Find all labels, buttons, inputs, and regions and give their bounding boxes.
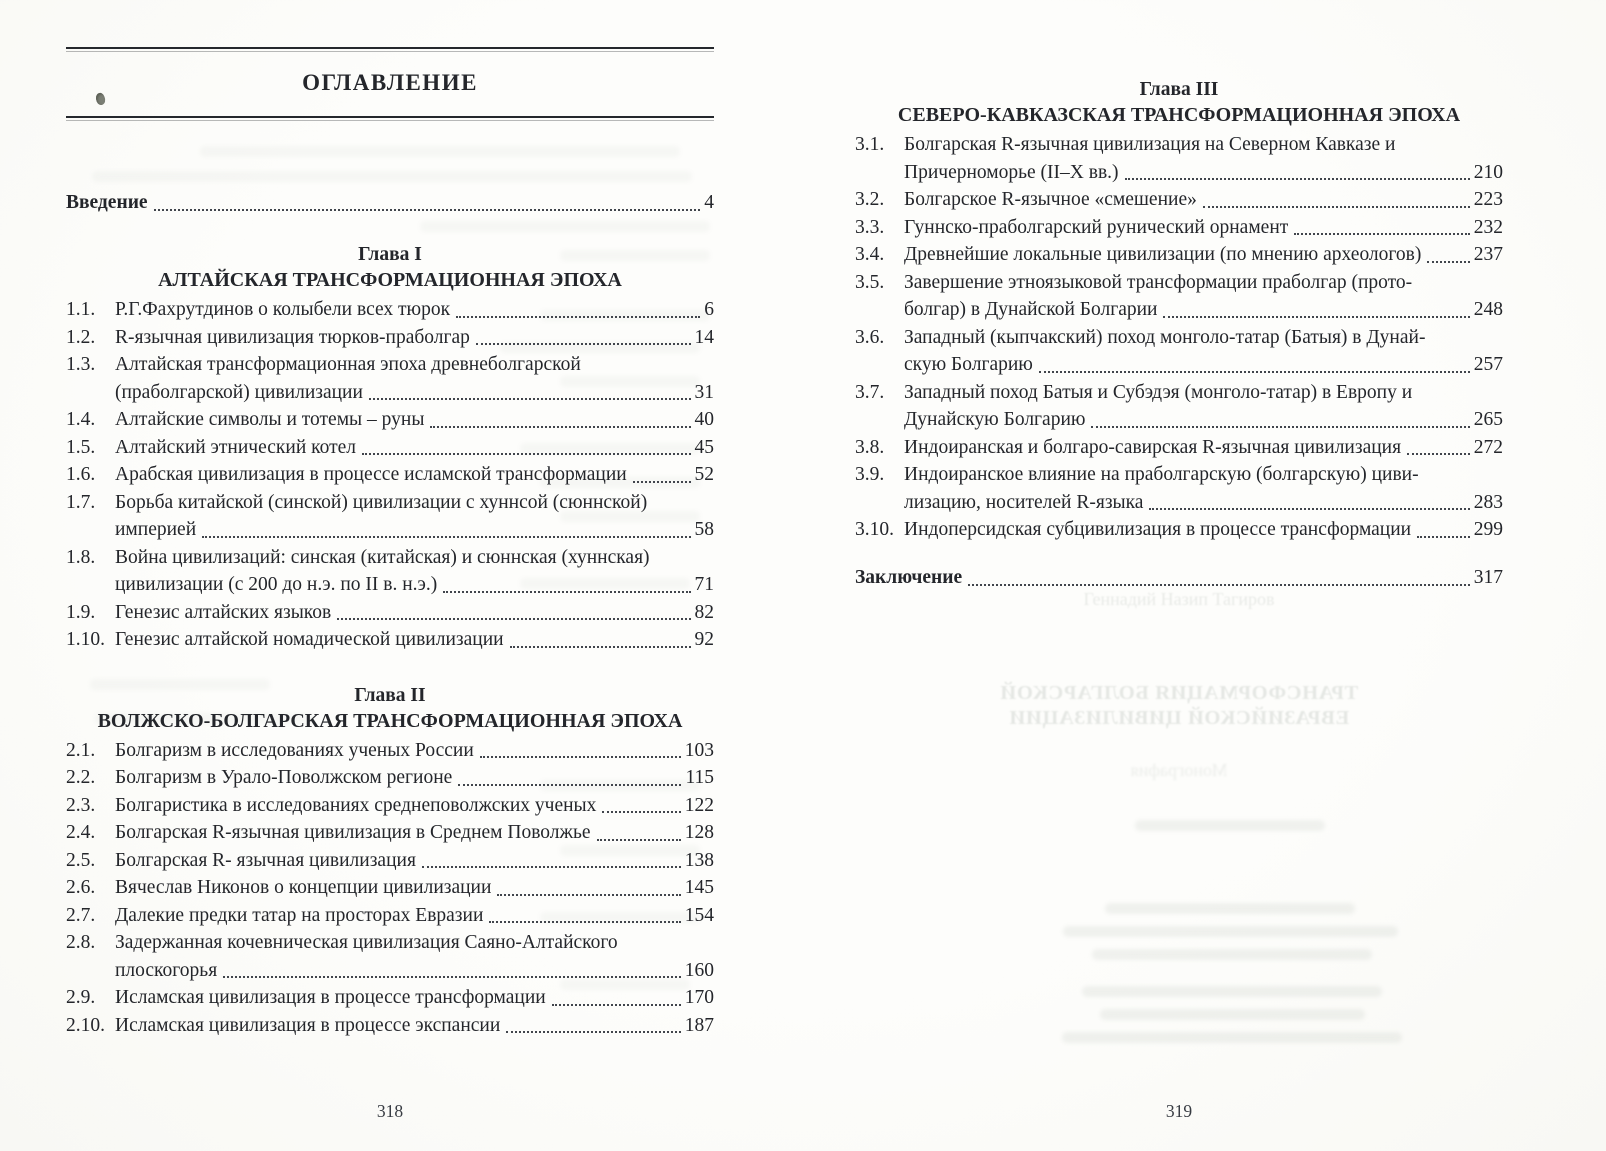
entry-page-number: 6	[704, 299, 714, 320]
entry-body	[904, 324, 1503, 379]
entry-page-number: 58	[694, 519, 714, 540]
entry-body	[115, 406, 714, 434]
entry-text: Генезис алтайских языков	[115, 601, 332, 623]
entry-number: 3.6.	[855, 326, 885, 348]
entry-text: Болгаризм в исследованиях ученых России	[115, 739, 474, 761]
entry-text: Болгарская R-язычная цивилизация на Северном Кавказе и	[904, 134, 1396, 155]
entry-number: 3.2.	[855, 189, 885, 210]
toc-entry	[66, 461, 714, 489]
entry-text: Индоперсидская субцивилизация в процессе трансформации	[904, 519, 1412, 540]
bleed-through-smudge	[1100, 1009, 1365, 1020]
toc-entry	[66, 489, 714, 544]
entry-number: 2.4.	[66, 822, 96, 843]
dot-leader	[202, 536, 690, 538]
entry-body	[115, 434, 714, 462]
entry-line	[115, 626, 714, 654]
entry-line	[115, 737, 714, 765]
toc-entry	[66, 599, 714, 627]
dot-leader	[456, 316, 700, 318]
entry-number: 1.7.	[66, 491, 96, 513]
entry-number: 2.1.	[66, 739, 96, 761]
entry-text: Задержанная кочевническая цивилизация Саяно-Алтайского	[115, 932, 618, 953]
entry-line	[115, 379, 714, 407]
bleed-through-smudge	[1135, 820, 1325, 831]
entry-line	[115, 599, 714, 627]
entry-line	[904, 269, 1503, 297]
entry-body	[904, 186, 1503, 214]
dot-leader	[443, 591, 690, 593]
entry-text: Алтайские символы и тотемы – руны	[115, 409, 425, 430]
entry-line	[904, 461, 1503, 489]
entry-number: 1.10.	[66, 629, 105, 650]
entry-text: Далекие предки татар на просторах Евразии	[115, 904, 484, 926]
entry-text: Война цивилизаций: синская (китайская) и сюннская (хуннская)	[115, 546, 650, 568]
dot-leader	[1427, 261, 1469, 263]
toc-entry	[855, 461, 1503, 516]
dot-leader	[223, 976, 681, 978]
toc-entry	[855, 131, 1503, 186]
entry-number: 1.1.	[66, 299, 96, 320]
entry-text: Причерноморье (II–X вв.)	[904, 161, 1119, 183]
toc-entry	[66, 434, 714, 462]
dot-leader	[1149, 508, 1469, 510]
entry-body	[904, 434, 1503, 462]
toc-entry	[66, 296, 714, 324]
dot-leader	[458, 784, 681, 786]
dot-leader	[1091, 426, 1469, 428]
entry-page-number: 257	[1473, 354, 1503, 375]
entry-page-number: 317	[1473, 567, 1503, 588]
entry-page-number: 299	[1473, 519, 1503, 540]
entry-number: 1.8.	[66, 546, 96, 568]
entry-number: 2.9.	[66, 987, 96, 1008]
entry-line	[115, 984, 714, 1012]
toc-entry	[66, 902, 714, 930]
entry-body	[904, 379, 1503, 434]
entry-body	[115, 489, 714, 544]
entry-line	[115, 544, 714, 572]
entry-text: Индоиранская и болгаро-савирская R-язычная цивилизация	[904, 436, 1402, 458]
chapter-label: Глава II	[354, 684, 426, 706]
entry-body	[115, 737, 714, 765]
entry-page-number: 82	[694, 601, 714, 623]
toc-entry	[66, 544, 714, 599]
page-number-right: 319	[1165, 1101, 1193, 1121]
entry-line	[115, 792, 714, 820]
entry-number: 3.5.	[855, 271, 885, 293]
entry-page-number: 138	[684, 849, 714, 871]
toc-entry	[66, 351, 714, 406]
entry-line	[904, 214, 1503, 242]
entry-page-number: 154	[684, 904, 714, 926]
entry-page-number: 4	[704, 192, 714, 213]
entry-line	[904, 489, 1503, 517]
bleed-through-author-line: Геннадий Назип Тагиров	[1083, 589, 1275, 609]
toc-entry	[66, 406, 714, 434]
dot-leader	[1294, 233, 1469, 235]
dot-leader	[154, 209, 701, 211]
dot-leader	[552, 1004, 681, 1006]
chapter-label: Глава III	[1139, 79, 1219, 100]
entry-number: 1.6.	[66, 464, 96, 485]
dot-leader	[337, 618, 690, 620]
page-number-left: 318	[376, 1101, 404, 1121]
entry-body	[115, 874, 714, 902]
entry-number: 3.9.	[855, 464, 885, 485]
entry-line	[904, 296, 1503, 324]
entry-text: Дунайскую Болгарию	[904, 409, 1086, 430]
entry-body	[904, 214, 1503, 242]
toc-chapter	[66, 243, 714, 654]
entry-line	[904, 186, 1503, 214]
entry-text: скую Болгарию	[904, 354, 1033, 375]
entry-text: Исламская цивилизация в процессе экспансии	[115, 1014, 501, 1036]
dot-leader	[633, 481, 691, 483]
entry-body	[115, 819, 714, 847]
entry-body	[115, 764, 714, 792]
dot-leader	[1039, 371, 1470, 373]
dot-leader	[597, 839, 681, 841]
entry-number: 1.3.	[66, 354, 96, 375]
entry-body	[904, 131, 1503, 186]
entry-page-number: 237	[1473, 244, 1503, 265]
entry-line	[115, 461, 714, 489]
toc-entry	[66, 874, 714, 902]
entry-page-number: 122	[684, 794, 714, 816]
entry-text: Западный (кыпчакский) поход монголо-татар (Батыя) в Дунай-	[904, 326, 1426, 348]
divider-rule-top	[66, 47, 714, 52]
entry-line	[115, 489, 714, 517]
bleed-through-smudge	[1092, 949, 1372, 960]
entry-text: Борьба китайской (синской) цивилизации с хуннсой (сюннской)	[115, 491, 648, 513]
entry-text: Болгаристика в исследованиях среднеповолжских ученых	[115, 794, 597, 816]
entry-page-number: 92	[694, 629, 714, 650]
entry-line	[115, 847, 714, 875]
toc-entry	[855, 186, 1503, 214]
toc-entry	[66, 764, 714, 792]
entry-line	[115, 296, 714, 324]
bleed-through-title-line: ЕВРАЗИЙСКОЙ ЦИВИЛИЗАЦИИ	[1008, 707, 1350, 729]
entry-number: 1.9.	[66, 601, 96, 623]
dot-leader	[1203, 206, 1470, 208]
chapter-entries	[66, 296, 714, 654]
entry-line	[115, 929, 714, 957]
dot-leader	[497, 894, 680, 896]
toc-entry	[66, 792, 714, 820]
entry-number: 2.6.	[66, 877, 96, 898]
dot-leader	[489, 921, 680, 923]
divider-rule-bottom	[66, 116, 714, 121]
entry-text: Индоиранское влияние на праболгарскую (болгарскую) циви-	[904, 464, 1419, 485]
toc-entry	[855, 324, 1503, 379]
chapter-title: АЛТАЙСКАЯ ТРАНСФОРМАЦИОННАЯ ЭПОХА	[158, 269, 622, 291]
entry-label: Заключение	[855, 567, 963, 588]
entry-text: Болгарская R- язычная цивилизация	[115, 849, 416, 871]
entry-text: Гуннско-праболгарский рунический орнамент	[904, 216, 1289, 238]
toc-entry	[66, 819, 714, 847]
entry-number: 1.5.	[66, 436, 96, 458]
dot-leader	[510, 646, 691, 648]
entry-text: Алтайская трансформационная эпоха древнеболгарской	[115, 354, 581, 375]
toc-entry-introduction	[66, 189, 714, 217]
toc-entry	[855, 241, 1503, 269]
entry-number: 3.1.	[855, 134, 885, 155]
entry-page-number: 248	[1473, 299, 1503, 320]
entry-body	[115, 1012, 714, 1040]
entry-text: Р.Г.Фахрутдинов о колыбели всех тюрок	[115, 299, 451, 320]
entry-line	[904, 351, 1503, 379]
entry-number: 2.10.	[66, 1014, 105, 1036]
chapter-entries	[855, 131, 1503, 544]
entry-text: R-язычная цивилизация тюрков-праболгар	[115, 326, 470, 348]
toc-entry	[855, 269, 1503, 324]
entry-line	[904, 434, 1503, 462]
entry-body	[115, 461, 714, 489]
entry-page-number: 115	[685, 767, 714, 788]
entry-page-number: 272	[1473, 436, 1503, 458]
entry-text: (праболгарской) цивилизации	[115, 381, 363, 403]
entry-number: 2.5.	[66, 849, 96, 871]
entry-text: Болгаризм в Урало-Поволжском регионе	[115, 767, 453, 788]
entry-text: Алтайский этнический котел	[115, 436, 357, 458]
toc-entry	[66, 324, 714, 352]
entry-text: цивилизации (с 200 до н.э. по II в. н.э.)	[115, 574, 438, 595]
entry-number: 2.3.	[66, 794, 96, 816]
entry-text: Генезис алтайской номадической цивилизации	[115, 629, 504, 650]
dot-leader	[1125, 178, 1470, 180]
dot-leader	[1163, 316, 1469, 318]
entry-line	[904, 516, 1503, 544]
toc-entry	[66, 847, 714, 875]
entry-text: Арабская цивилизация в процессе исламской трансформации	[115, 464, 627, 485]
entry-line	[904, 159, 1503, 187]
chapter-entries	[66, 737, 714, 1040]
dot-leader	[602, 811, 680, 813]
entry-line	[115, 902, 714, 930]
entry-body	[904, 241, 1503, 269]
dot-leader	[1417, 536, 1470, 538]
entry-text: Исламская цивилизация в процессе трансформации	[115, 987, 546, 1008]
toc-entry	[66, 984, 714, 1012]
entry-line	[904, 406, 1503, 434]
toc-body-left	[66, 243, 714, 1039]
entry-number: 1.4.	[66, 409, 96, 430]
toc-body-right	[855, 78, 1503, 544]
dot-leader	[362, 453, 690, 455]
entry-text: Вячеслав Никонов о концепции цивилизации	[115, 877, 492, 898]
dot-leader	[480, 756, 681, 758]
bleed-through-smudge	[1063, 926, 1398, 937]
entry-page-number: 265	[1473, 409, 1503, 430]
entry-page-number: 40	[694, 409, 714, 430]
entry-label: Введение	[66, 192, 148, 213]
toc-entry	[855, 434, 1503, 462]
entry-page-number: 103	[684, 739, 714, 761]
entry-line	[904, 131, 1503, 159]
entry-number: 3.3.	[855, 216, 885, 238]
entry-number: 3.8.	[855, 436, 885, 458]
entry-number: 3.7.	[855, 381, 885, 403]
entry-line	[904, 324, 1503, 352]
toc-entry	[66, 737, 714, 765]
entry-page-number: 14	[694, 326, 714, 348]
entry-line	[115, 957, 714, 985]
dot-leader	[506, 1031, 680, 1033]
dot-leader	[369, 398, 691, 400]
bleed-through-smudge	[200, 146, 680, 157]
entry-body	[904, 461, 1503, 516]
entry-body	[115, 626, 714, 654]
entry-number: 2.2.	[66, 767, 96, 788]
entry-page-number: 232	[1473, 216, 1503, 238]
entry-page-number: 170	[684, 987, 714, 1008]
entry-body	[115, 324, 714, 352]
toc-entry	[855, 379, 1503, 434]
toc-entry-conclusion	[855, 564, 1503, 592]
entry-line	[115, 874, 714, 902]
entry-number: 3.4.	[855, 244, 885, 265]
bleed-through-subtitle: Монография	[1130, 760, 1228, 780]
entry-text: Завершение этноязыковой трансформации праболгар (прото-	[904, 271, 1413, 293]
entry-line	[115, 406, 714, 434]
bleed-through-smudge	[420, 221, 710, 232]
entry-page-number: 223	[1473, 189, 1503, 210]
toc-entry	[855, 516, 1503, 544]
entry-number: 2.8.	[66, 932, 96, 953]
chapter-title: СЕВЕРО-КАВКАЗСКАЯ ТРАНСФОРМАЦИОННАЯ ЭПОХА	[897, 104, 1461, 126]
entry-number: 3.10.	[855, 519, 894, 540]
bleed-through-smudge	[92, 171, 692, 182]
entry-page-number: 31	[694, 381, 714, 403]
entry-body	[115, 984, 714, 1012]
entry-body	[115, 792, 714, 820]
entry-page-number: 45	[694, 436, 714, 458]
entry-body	[115, 902, 714, 930]
toc-entry	[66, 929, 714, 984]
entry-page-number: 187	[684, 1014, 714, 1036]
entry-line	[904, 241, 1503, 269]
entry-text: империей	[115, 519, 197, 540]
toc-entry	[66, 1012, 714, 1040]
entry-body	[904, 269, 1503, 324]
toc-title: ОГЛАВЛЕНИЕ	[302, 70, 478, 95]
chapter-label: Глава I	[358, 244, 422, 265]
dot-leader	[422, 866, 681, 868]
entry-line	[115, 324, 714, 352]
entry-text: болгар) в Дунайской Болгарии	[904, 299, 1158, 320]
entry-body	[115, 351, 714, 406]
toc-entry	[66, 626, 714, 654]
bleed-through-smudge	[1062, 1032, 1402, 1043]
entry-page-number: 145	[684, 877, 714, 898]
entry-text: Болгарское R-язычное «смешение»	[904, 189, 1197, 210]
entry-body	[115, 296, 714, 324]
entry-text: плоскогорья	[115, 959, 218, 981]
entry-page-number: 71	[694, 574, 714, 595]
bleed-through-smudge	[1105, 903, 1355, 914]
entry-page-number: 160	[684, 959, 714, 981]
entry-text: Западный поход Батыя и Субэдэя (монголо-татар) в Европу и	[904, 381, 1413, 403]
toc-chapter	[855, 78, 1503, 544]
entry-line	[115, 516, 714, 544]
dot-leader	[476, 343, 691, 345]
entry-text: Древнейшие локальные цивилизации (по мнению археологов)	[904, 244, 1422, 265]
entry-number: 1.2.	[66, 326, 96, 348]
bleed-through-title-line: ТРАНСФОРМАЦИЯ БОЛГАРСКОЙ	[999, 682, 1359, 704]
entry-body	[904, 516, 1503, 544]
dot-leader	[968, 584, 1470, 586]
entry-text: Болгарская R-язычная цивилизация в Среднем Поволжье	[115, 822, 591, 843]
entry-page-number: 52	[694, 464, 714, 485]
entry-body	[115, 847, 714, 875]
toc-chapter	[66, 684, 714, 1040]
entry-line	[115, 571, 714, 599]
entry-body	[115, 929, 714, 984]
entry-line	[115, 1012, 714, 1040]
entry-line	[115, 351, 714, 379]
entry-line	[115, 764, 714, 792]
bleed-through-smudge	[1082, 986, 1382, 997]
dot-leader	[1407, 453, 1470, 455]
entry-body	[115, 544, 714, 599]
entry-number: 2.7.	[66, 904, 96, 926]
entry-page-number: 128	[684, 822, 714, 843]
entry-line	[115, 434, 714, 462]
chapter-title: ВОЛЖСКО-БОЛГАРСКАЯ ТРАНСФОРМАЦИОННАЯ ЭПОХА	[97, 709, 683, 732]
entry-line	[904, 379, 1503, 407]
dot-leader	[430, 426, 690, 428]
entry-line	[115, 819, 714, 847]
toc-entry	[855, 214, 1503, 242]
entry-page-number: 210	[1473, 161, 1503, 183]
entry-page-number: 283	[1473, 491, 1503, 513]
entry-text: лизацию, носителей R-языка	[904, 491, 1144, 513]
entry-body	[115, 599, 714, 627]
